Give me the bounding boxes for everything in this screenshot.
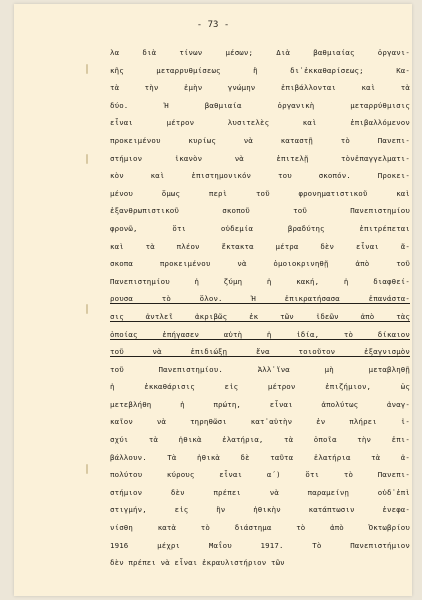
text-line bbox=[110, 97, 410, 115]
text-line bbox=[110, 238, 410, 256]
text-line bbox=[110, 290, 410, 308]
text-line-content: μετεβλήθη ἡ πρώτη, εἶναι ἀπολύτως ἀναγ- bbox=[110, 399, 410, 409]
text-line bbox=[110, 202, 410, 220]
text-line bbox=[110, 308, 410, 326]
text-line-content: προκειμένου κυρίως νὰ καταστῇ τὸ Πανεπι- bbox=[110, 135, 410, 145]
binding-mark bbox=[86, 464, 88, 474]
document-page bbox=[14, 4, 412, 596]
text-line bbox=[110, 431, 410, 449]
text-line-content: σκοπα προκειμένου νὰ ὁμοιοκρινηθῇ ἀπὸ τοῦ bbox=[110, 259, 410, 269]
text-line bbox=[110, 484, 410, 502]
text-line-content: σις ἀντλεῖ ἀκριβῶς ἐκ τῶν ἰδεῶν ἀπὸ τὰς bbox=[110, 311, 410, 321]
text-line-content: 1916 μέχρι Μαΐου 1917. Τὸ Πανεπιστήμιον bbox=[110, 540, 410, 550]
text-line-content: Πανεπιστημίου ἡ ζύμη ἡ κακή, ἡ διαφθεί- bbox=[110, 276, 410, 286]
text-line-content: καὶ τὰ πλέον ἔκτακτα μέτρα δὲν εἶναι ἄ- bbox=[110, 241, 410, 251]
text-line-content: στιγμήν, εἰς ἣν ἠθικὴν κατάπτωσιν ἐνεφα- bbox=[110, 505, 410, 515]
text-line-content: εἶναι μέτρον λυσιτελὲς καὶ ἐπιβαλλόμενον bbox=[110, 118, 410, 128]
text-line bbox=[110, 378, 410, 396]
text-line-content: δύο. Ἡ βαθμιαία ὀργανικὴ μεταρρύθμισις bbox=[110, 100, 410, 110]
text-line-content: τοῦ νὰ ἐπιδιώξῃ ἕνα τοιοῦτον ἐξαγνισμὸν bbox=[110, 347, 410, 357]
text-line bbox=[110, 361, 410, 379]
text-line-content: ὁποίας ἐπήγασεν αὐτὴ ἡ ἰδία, τὸ δίκαιον bbox=[110, 329, 410, 339]
text-line-content: μένου ὅμως περὶ τοῦ φρονηματιστικοῦ καὶ bbox=[110, 188, 410, 198]
binding-mark bbox=[86, 154, 88, 164]
text-line bbox=[110, 501, 410, 519]
text-line-content: τὰ τὴν ἐμὴν γνώμην ἐπιβάλλονται καὶ τὰ bbox=[110, 83, 410, 93]
text-line-content: κὸν καὶ ἐπιστημονικόν του σκοπόν. Προκει- bbox=[110, 171, 410, 181]
text-line-content: φρονῶ, ὅτι οὐδεμία βραδύτης ἐπιτρέπεται bbox=[110, 223, 410, 233]
text-line bbox=[110, 79, 410, 97]
text-line bbox=[110, 185, 410, 203]
text-line bbox=[110, 396, 410, 414]
text-line bbox=[110, 554, 410, 572]
text-line-content: κῆς μεταρρυθμίσεως ἢ δι᾽ἐκκαθαρίσεως; Κα- bbox=[110, 65, 410, 75]
text-line-content: νίσθη κατὰ τὸ διάστημα τὸ ἀπὸ Ὀκτωβρίου bbox=[110, 523, 410, 533]
text-line-content: ἡ ἐκκαθάρισις εἰς μέτρον ἐπιζήμιον, ὡς bbox=[110, 382, 410, 392]
text-line bbox=[110, 273, 410, 291]
text-line bbox=[110, 220, 410, 238]
text-line bbox=[110, 167, 410, 185]
text-line-content: λα διὰ τίνων μέσων; Διὰ βαθμιαίας ὀργανι- bbox=[110, 48, 410, 57]
text-line-content: στήμιον δὲν πρέπει νὰ παραμείνῃ οὐδ᾽ἐπὶ bbox=[110, 487, 410, 497]
text-line-content: ρουσα τὸ ὅλον. Ἡ ἐπικρατήσασα ἐπανάστα- bbox=[110, 294, 410, 304]
text-line-content: δὲν πρέπει νὰ εἶναι ἐκραυλιστήριον τῶν bbox=[110, 558, 285, 568]
text-line bbox=[110, 132, 410, 150]
text-line-content: τοῦ Πανεπιστημίου. Ἀλλ᾽ἵνα μὴ μεταβληθῇ bbox=[110, 364, 410, 374]
text-line-content: πολύτου κύρους εἶναι α΄) ὅτι τὸ Πανεπι- bbox=[110, 470, 410, 480]
text-line bbox=[110, 537, 410, 555]
text-line bbox=[110, 519, 410, 537]
text-line bbox=[110, 449, 410, 467]
text-line bbox=[110, 150, 410, 168]
text-line bbox=[110, 326, 410, 344]
text-line bbox=[110, 44, 410, 62]
text-line bbox=[110, 114, 410, 132]
text-line bbox=[110, 343, 410, 361]
text-line-content: σχύι τὰ ἠθικὰ ἐλατήρια, τὰ ὁποῖα τὴν ἐπι- bbox=[110, 435, 410, 445]
text-line bbox=[110, 413, 410, 431]
binding-mark bbox=[86, 304, 88, 314]
text-line bbox=[110, 62, 410, 80]
typewritten-text bbox=[110, 44, 410, 572]
page-number: - 73 - bbox=[196, 20, 230, 30]
text-line-content: στήμιον ἱκανὸν νὰ ἐπιτελῇ τὸνἐπαγγελματι- bbox=[110, 153, 410, 163]
text-line-content: ἐξανθρωπιστικοῦ σκοποῦ τοῦ Πανεπιστημίου bbox=[110, 206, 410, 216]
binding-mark bbox=[86, 64, 88, 74]
text-line bbox=[110, 466, 410, 484]
text-line-content: βάλλουν. Τὰ ἠθικὰ δὲ ταῦτα ἐλατήρια τὰ ἀ- bbox=[110, 452, 410, 462]
text-line bbox=[110, 255, 410, 273]
text-line-content: καῖον νὰ τηρηθῶσι κατ᾽αὐτὴν ἐν πλήρει ἰ- bbox=[110, 417, 410, 427]
